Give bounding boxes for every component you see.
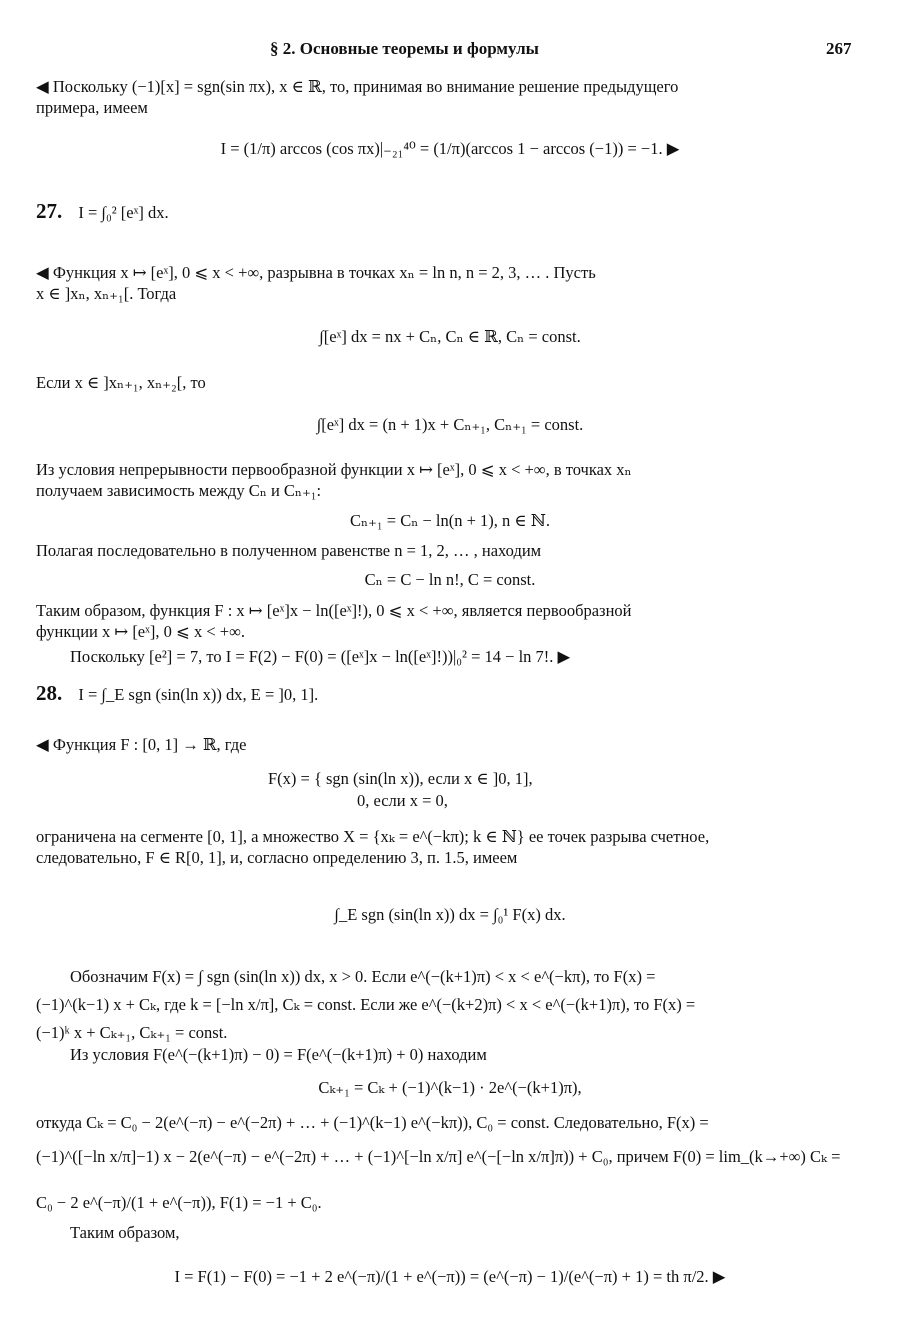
equation: Cₙ = C − ln n!, C = const. xyxy=(364,570,536,589)
text-line: получаем зависимость между Cₙ и Cₙ₊₁: xyxy=(36,481,322,500)
text-line: ◀ Поскольку (−1)[x] = sgn(sin πx), x ∈ ℝ, то, принимая во внимание решение предыдущего xyxy=(36,77,679,96)
text-line: (−1)^([−ln x/π]−1) x − 2(e^(−π) − e^(−2π) + … + (−1)^[−ln x/π] e^(−[−ln x/π]π)) + C₀, причем F(0) = lim_(k→+∞) Cₖ = xyxy=(36,1147,841,1166)
equation: Cₖ₊₁ = Cₖ + (−1)^(k−1) · 2e^(−(k+1)π), xyxy=(318,1078,582,1097)
problem-number: 28. xyxy=(36,681,63,705)
page-number: 267 xyxy=(826,39,852,58)
equation: 0, если x = 0, xyxy=(357,791,448,810)
equation: I = (1/π) arccos (cos πx)|₋₂₁⁴⁰ = (1/π)(arccos 1 − arccos (−1)) = −1. ▶ xyxy=(220,139,680,158)
problem-28-heading xyxy=(36,680,318,707)
text-line: x ∈ ]xₙ, xₙ₊₁[. Тогда xyxy=(36,284,177,303)
text-line: примера, имеем xyxy=(36,98,148,117)
text-line: Таким образом, функция F : x ↦ [eˣ]x − ln([eˣ]!), 0 ⩽ x < +∞, является первообразной xyxy=(36,601,632,620)
text-line: ◀ Функция x ↦ [eˣ], 0 ⩽ x < +∞, разрывна в точках xₙ = ln n, n = 2, 3, … . Пусть xyxy=(36,263,596,282)
text-line: (−1)ᵏ x + Cₖ₊₁, Cₖ₊₁ = const. xyxy=(36,1023,228,1042)
problem-integral: I = ∫_E sgn (sin(ln x)) dx, E = ]0, 1]. xyxy=(78,685,319,704)
text-line: функции x ↦ [eˣ], 0 ⩽ x < +∞. xyxy=(36,622,245,641)
problem-number: 27. xyxy=(36,199,63,223)
text-line: Полагая последовательно в полученном равенстве n = 1, 2, … , находим xyxy=(36,541,542,560)
equation: ∫_E sgn (sin(ln x)) dx = ∫₀¹ F(x) dx. xyxy=(334,905,566,924)
text-line: откуда Cₖ = C₀ − 2(e^(−π) − e^(−2π) + … + (−1)^(k−1) e^(−kπ)), C₀ = const. Следовательно, F(x) = xyxy=(36,1113,709,1132)
text-line: Таким образом, xyxy=(70,1223,180,1242)
problem-integral: I = ∫₀² [eˣ] dx. xyxy=(78,203,169,222)
text-line: C₀ − 2 e^(−π)/(1 + e^(−π)), F(1) = −1 + C₀. xyxy=(36,1193,322,1212)
equation: F(x) = { sgn (sin(ln x)), если x ∈ ]0, 1], xyxy=(268,769,533,788)
problem-27-heading xyxy=(36,198,169,225)
text-line: (−1)^(k−1) x + Cₖ, где k = [−ln x/π], Cₖ = const. Если же e^(−(k+2)π) < x < e^(−(k+1)π), то F(x) = xyxy=(36,995,696,1014)
equation: ∫[eˣ] dx = (n + 1)x + Cₙ₊₁, Cₙ₊₁ = const. xyxy=(316,415,584,434)
text-line: ограничена на сегменте [0, 1], а множество X = {xₖ = e^(−kπ); k ∈ ℕ} ее точек разрыва счетное, xyxy=(36,827,710,846)
text-line: ◀ Функция F : [0, 1] → ℝ, где xyxy=(36,735,247,754)
text-line: Поскольку [e²] = 7, то I = F(2) − F(0) = ([eˣ]x − ln([eˣ]!))|₀² = 14 − ln 7!. ▶ xyxy=(70,647,571,666)
text-line: Если x ∈ ]xₙ₊₁, xₙ₊₂[, то xyxy=(36,373,206,392)
equation: ∫[eˣ] dx = nx + Cₙ, Cₙ ∈ ℝ, Cₙ = const. xyxy=(319,327,581,346)
equation: Cₙ₊₁ = Cₙ − ln(n + 1), n ∈ ℕ. xyxy=(350,511,550,530)
text-line: Из условия непрерывности первообразной функции x ↦ [eˣ], 0 ⩽ x < +∞, в точках xₙ xyxy=(36,460,632,479)
text-line: Из условия F(e^(−(k+1)π) − 0) = F(e^(−(k+1)π) + 0) находим xyxy=(70,1045,487,1064)
text-line: Обозначим F(x) = ∫ sgn (sin(ln x)) dx, x > 0. Если e^(−(k+1)π) < x < e^(−kπ), то F(x) = xyxy=(70,967,656,986)
equation: I = F(1) − F(0) = −1 + 2 e^(−π)/(1 + e^(−π)) = (e^(−π) − 1)/(e^(−π) + 1) = th π/2. ▶ xyxy=(174,1267,726,1286)
running-header: § 2. Основные теоремы и формулы xyxy=(270,39,539,58)
text-line: следовательно, F ∈ R[0, 1], и, согласно определению 3, п. 1.5, имеем xyxy=(36,848,518,867)
